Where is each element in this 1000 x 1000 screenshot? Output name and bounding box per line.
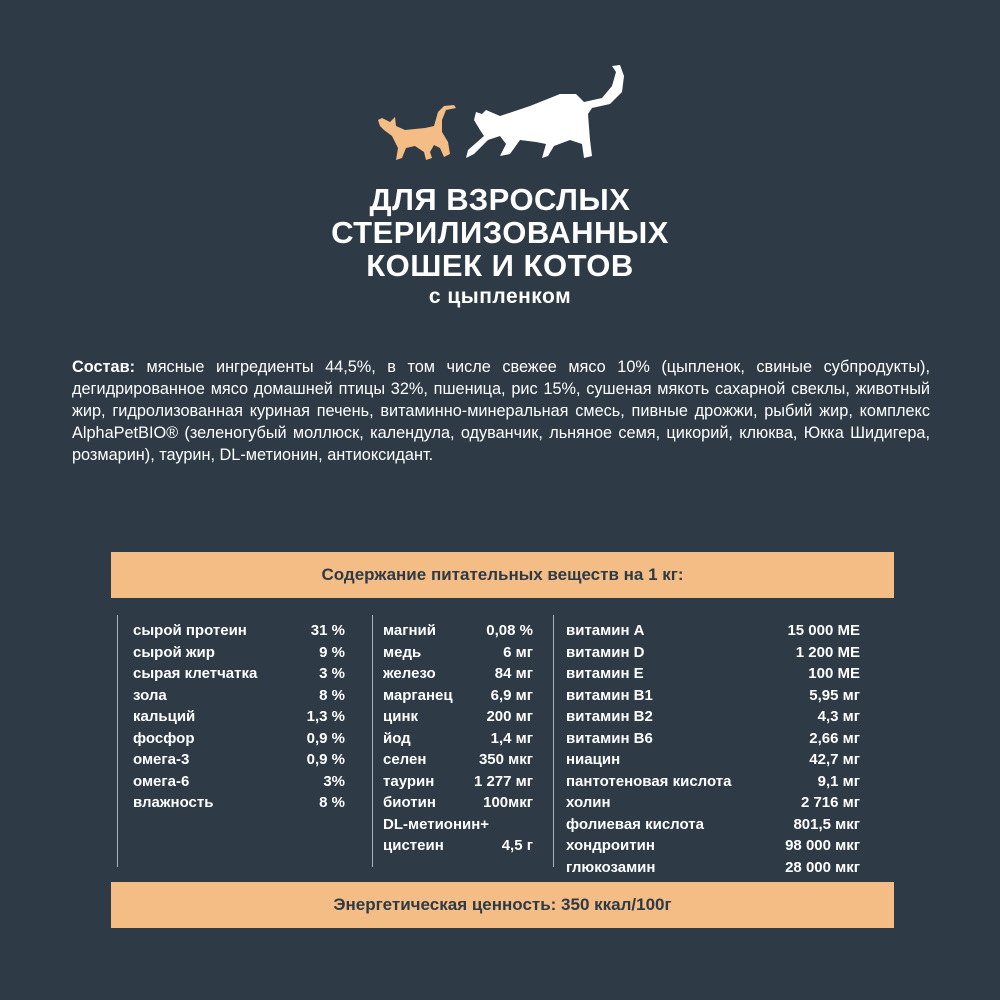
nutrient-row [566,857,860,879]
nutrient-value: 9,1 мг [817,772,860,790]
title-line: ДЛЯ ВЗРОСЛЫХ [369,182,631,217]
nutrient-value: 100 МЕ [808,665,860,682]
nutrient-name: таурин [383,772,435,790]
nutrient-value: 84 мг [494,665,533,682]
nutrient-name: ниацин [566,751,621,768]
nutrient-value: 42,7 мг [809,751,860,768]
nutrient-row [566,728,860,750]
nutrient-row [133,620,345,642]
nutrient-row [133,663,345,685]
nutrient-name: сырая клетчатка [133,665,258,682]
kitten-icon [378,105,456,160]
nutrient-name: омега-6 [133,772,190,790]
nutrient-row [133,642,345,664]
nutrient-name: зола [133,686,167,704]
nutrient-row [133,749,345,771]
nutrient-name: фосфор [133,729,195,747]
nutrient-name: железо [383,665,436,682]
nutrient-value: 0,9 % [306,729,345,747]
nutrient-name: магний [383,622,436,639]
nutrient-name: селен [383,751,427,768]
nutrient-row [566,642,860,664]
nutrient-value: 0,9 % [306,751,345,768]
nutrient-row [566,771,860,793]
nutrient-name: цистеин [383,837,444,854]
nutrient-value: 3% [323,772,345,790]
nutrient-row [383,663,533,685]
nutrient-row [383,814,533,836]
nutrient-value: 2,66 мг [809,729,860,747]
nutrient-name: витамин B1 [566,686,653,704]
nutrient-value: 1,4 мг [490,729,533,747]
nutrient-name: витамин B6 [566,729,653,747]
nutrient-row [383,749,533,771]
nutrient-name: витамин E [566,665,644,682]
nutrient-name: марганец [383,686,453,704]
nutrient-value: 3 % [319,665,345,682]
nutrient-name: DL-метионин+ [383,815,490,833]
nutrient-row [383,706,533,728]
nutrient-row [566,706,860,728]
product-title [0,183,1000,282]
nutrient-row [566,620,860,642]
nutrient-name: кальций [133,708,196,725]
nutrient-value: 6 мг [503,643,533,661]
composition-text [72,356,930,466]
nutrient-name: витамин A [566,622,645,639]
nutrient-name: омега-3 [133,751,190,768]
nutrient-name: медь [383,643,422,661]
nutrient-row [566,792,860,814]
nutrient-value: 98 000 мкг [785,837,860,854]
nutrient-row [566,663,860,685]
nutrient-row [383,642,533,664]
nutrient-value: 1 200 МЕ [795,643,860,661]
nutrient-name: цинк [383,708,419,725]
nutrient-name: хондроитин [566,837,655,854]
nutrient-value: 1 277 мг [473,772,533,790]
nutrient-value: 8 % [319,686,345,704]
nutrient-row [133,706,345,728]
adult-cat-icon [466,65,624,158]
composition-label: Состав: [72,358,136,376]
nutrient-value: 0,08 % [486,622,533,639]
nutrient-row [133,685,345,707]
product-subtitle: с цыпленком [428,285,572,308]
nutrient-row [566,835,860,857]
nutrient-row [566,685,860,707]
nutrient-name: глюкозамин [566,858,656,876]
nutrient-name: фолиевая кислота [566,815,704,833]
nutrient-value: 801,5 мкг [793,815,860,833]
nutrient-value: 200 мг [486,708,533,725]
nutrient-value: 100мкг [483,794,533,811]
nutrient-value: 2 716 мг [800,794,860,811]
nutrient-row [133,771,345,793]
nutrient-value: 28 000 мкг [785,858,860,876]
nutrient-row [383,620,533,642]
nutrient-value: 1,3 % [306,708,345,725]
nutrient-value: 4,3 мг [817,708,860,725]
nutrient-name: биотин [383,794,436,811]
nutrient-name: влажность [133,794,214,811]
nutrient-value: 9 % [319,643,345,661]
nutrient-value: 8 % [319,794,345,811]
nutrient-name: сырой протеин [133,622,247,639]
nutrient-row [383,728,533,750]
nutrient-name: витамин B2 [566,708,653,725]
nutrient-row [133,792,345,814]
cats-illustration [370,60,630,170]
nutrient-row [383,792,533,814]
title-line: КОШЕК И КОТОВ [366,248,634,283]
nutrient-row [566,814,860,836]
nutrient-name: йод [383,729,411,747]
composition-body: мясные ингредиенты 44,5%, в том числе свежее мясо 10% (цыпленок, свиные субпродукты), дегидрированное мясо домашней птицы 32%, пшеница, рис 15%, сушеная мякоть сахарной свеклы, животный жир, гидролизованная куриная печень, витаминно-минеральная смесь, пивные дрожжи, рыбий жир, комплекс AlphaPetBIO® (зеленогубый моллюск, календула, одуванчик, льняное семя, цикорий, клюква, Юкка Шидигера, розмарин), таурин, DL-метионин, антиоксидант. [72,358,930,464]
nutrient-name: витамин D [566,643,645,661]
nutrient-value: 6,9 мг [490,686,533,704]
nutrient-row [383,771,533,793]
nutrient-value: 15 000 МЕ [787,622,860,639]
nutrients-header: Содержание питательных веществ на 1 кг: [111,552,894,598]
title-line: СТЕРИЛИЗОВАННЫХ [331,215,669,250]
nutrient-value: 350 мкг [478,751,533,768]
nutrient-row [383,685,533,707]
energy-value: Энергетическая ценность: 350 ккал/100г [111,882,894,928]
nutrient-row [383,835,533,857]
nutrient-value: 5,95 мг [809,686,860,704]
nutrient-value: 4,5 г [501,837,533,854]
nutrient-row [566,749,860,771]
nutrient-value: 31 % [310,622,345,639]
nutrient-name: пантотеновая кислота [566,772,732,790]
nutrient-name: сырой жир [133,643,215,661]
nutrient-row [133,728,345,750]
nutrient-name: холин [566,794,611,811]
